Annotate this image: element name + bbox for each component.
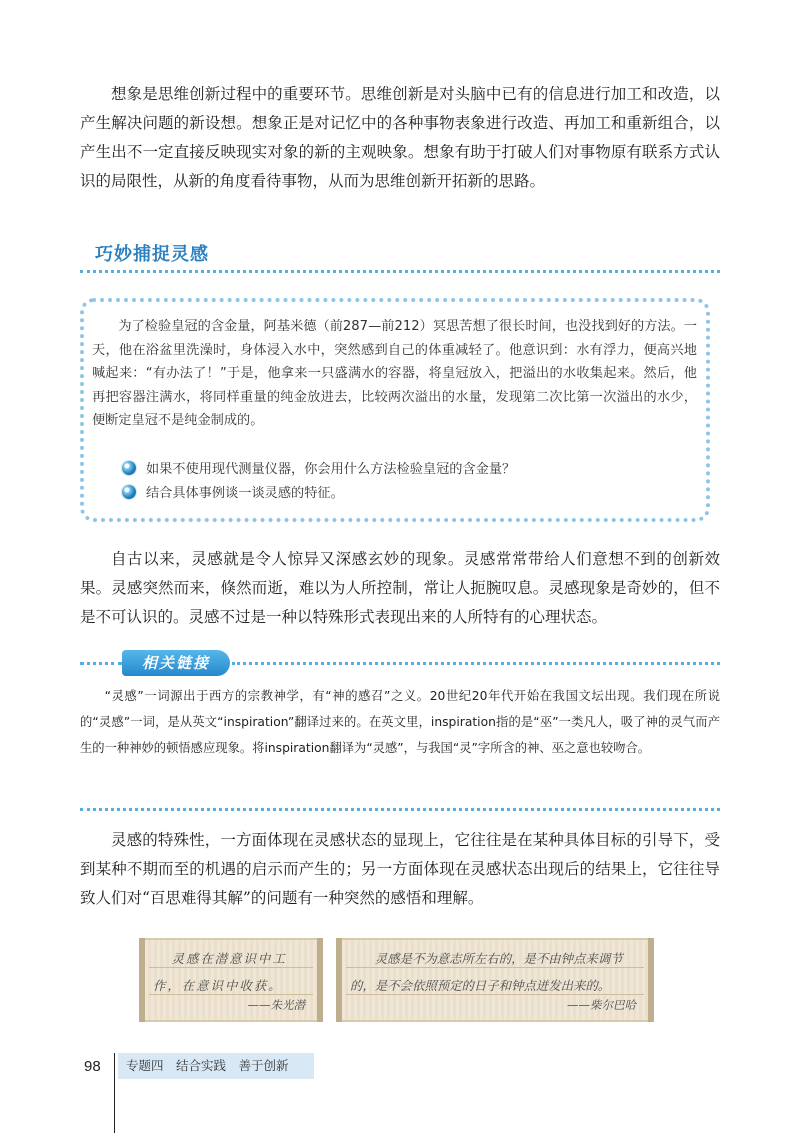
question-item xyxy=(122,482,682,501)
dotted-rule xyxy=(232,662,720,665)
quote-author: ——朱光潜 xyxy=(247,998,305,1012)
related-link-header xyxy=(80,650,720,676)
related-link-divider xyxy=(80,808,720,811)
chapter-label: 专题四 结合实践 善于创新 xyxy=(118,1053,314,1079)
related-link-label: 相关链接 xyxy=(122,650,230,676)
paragraph-inspiration: 自古以来，灵感就是令人惊异又深感玄妙的现象。灵感常常带给人们意想不到的创新效果。灵感突然而来，倏然而逝，难以为人所控制，常让人扼腕叹息。灵感现象是奇妙的，但不是不可认识的。灵感不过是一种以特殊形式表现出来的人所特有的心理状态。 xyxy=(80,550,720,626)
story-archimedes: 为了检验皇冠的含金量，阿基米德（前287—前212）冥思苦想了很长时间，也没找到好的方法。一天，他在浴盆里洗澡时，身体浸入水中，突然感到自己的体重减轻了。他意识到：水有浮力，便高兴地喊起来：“有办法了！”于是，他拿来一只盛满水的容器，将皇冠放入，把溢出的水收集起来。然后，他再把容器注满水，将同样重量的纯金放进去，比较两次溢出的水量，发现第二次比第一次溢出的水少，便断定皇冠不是纯金制成的。 xyxy=(92,319,697,428)
quote-text: 灵感在潜意识中工作，在意识中收获。 xyxy=(153,951,287,993)
section-title: 巧妙捕捉灵感 xyxy=(95,244,209,265)
question-text: 如果不使用现代测量仪器，你会用什么方法检验皇冠的含金量？ xyxy=(146,462,516,477)
question-text: 结合具体事例谈一谈灵感的特征。 xyxy=(146,486,344,501)
bullet-icon xyxy=(122,461,136,475)
quote-card xyxy=(336,938,654,1022)
quote-card xyxy=(139,938,323,1022)
paragraph-inspiration-special: 灵感的特殊性，一方面体现在灵感状态的显现上，它往往是在某种具体目标的引导下，受到某种不期而至的机遇的启示而产生的；另一方面体现在灵感状态出现后的结果上，它往往导致人们对“百思难得其解”的问题有一种突然的感悟和理解。 xyxy=(80,831,720,907)
footer-rule xyxy=(114,1053,115,1133)
bullet-icon xyxy=(122,485,136,499)
quote-author: ——柴尔巴哈 xyxy=(567,998,636,1012)
dotted-rule xyxy=(80,662,122,665)
question-item xyxy=(122,458,682,477)
section-divider xyxy=(80,270,720,273)
page-number: 98 xyxy=(84,1058,101,1075)
quote-text: 灵感是不为意志所左右的，是不由钟点来调节的，是不会依照预定的日子和钟点迸发出来的。 xyxy=(350,951,623,993)
paragraph-imagination: 想象是思维创新过程中的重要环节。思维创新是对头脑中已有的信息进行加工和改造，以产生解决问题的新设想。想象正是对记忆中的各种事物表象进行改造、再加工和重新组合，以产生出不一定直接反映现实对象的新的主观映象。想象有助于打破人们对事物原有联系方式认识的局限性，从新的角度看待事物，从而为思维创新开拓新的思路。 xyxy=(80,85,720,190)
related-link-text: “灵感”一词源出于西方的宗教神学，有“神的感召”之义。20世纪20年代开始在我国文坛出现。我们现在所说的“灵感”一词，是从英文“inspiration”翻译过来的。在英文里，inspiration指的是“巫”一类凡人，吸了神的灵气而产生的一种神妙的顿悟感应现象。将inspiration翻译为“灵感”，与我国“灵”字所含的神、巫之意也较吻合。 xyxy=(80,689,720,755)
